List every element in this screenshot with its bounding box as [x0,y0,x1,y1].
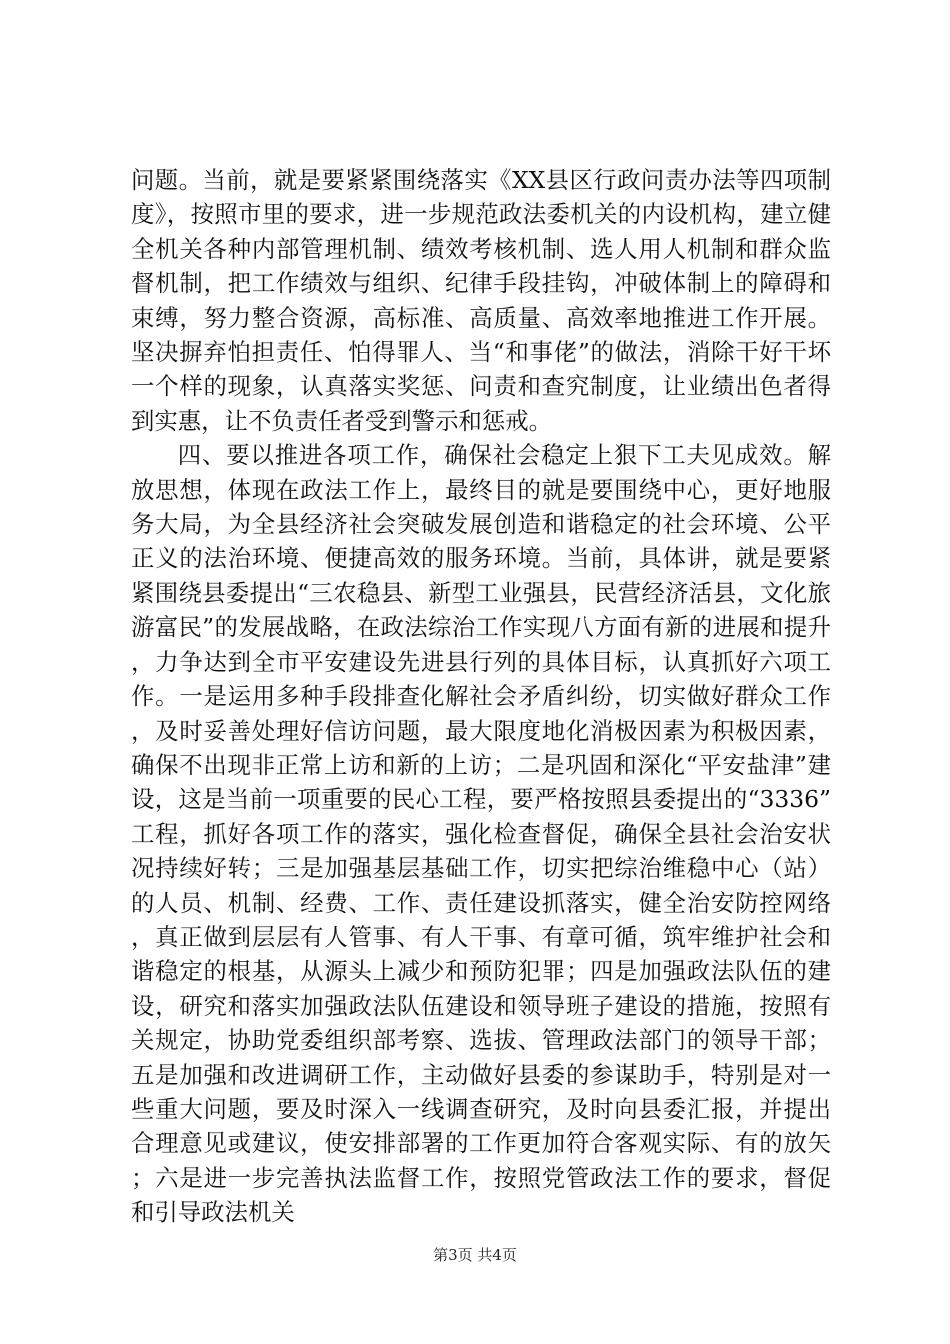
paragraph-section-four: 四、要以推进各项工作，确保社会稳定上狠下工夫见成效。解放思想，体现在政法工作上，最终目的就是要围绕中心，更好地服务大局，为全县经济社会突破发展创造和谐稳定的社会环境、公平正义的法治环境、便捷高效的服务环境。当前，具体讲，就是要紧紧围绕县委提出“三农稳县、新型工业强县，民营经济活县，文化旅游富民”的发展战略，在政法综治工作实现八方面有新的进展和提升，力争达到全市平安建设先进县行列的具体目标，认真抓好六项工作。一是运用多种手段排查化解社会矛盾纠纷，切实做好群众工作，及时妥善处理好信访问题，最大限度地化消极因素为积极因素，确保不出现非正常上访和新的上访；二是巩固和深化“平安盐津”建设，这是当前一项重要的民心工程，要严格按照县委提出的“3336”工程，抓好各项工作的落实，强化检查督促，确保全县社会治安状况持续好转；三是加强基层基础工作，切实把综治维稳中心（站）的人员、机制、经费、工作、责任建设抓落实，健全治安防控网络，真正做到层层有人管事、有人干事、有章可循，筑牢维护社会和谐稳定的根基，从源头上减少和预防犯罪；四是加强政法队伍的建设，研究和落实加强政法队伍建设和领导班子建设的措施，按照有关规定，协助党委组织部考察、选拔、管理政法部门的领导干部；五是加强和改进调研工作，主动做好县委的参谋助手，特别是对一些重大问题，要及时深入一线调查研究，及时向县委汇报，并提出合理意见或建议，使安排部署的工作更加符合客观实际、有的放矢；六是进一步完善执法监督工作，按照党管政法工作的要求，督促和引导政法机关 [131,441,831,1227]
page-footer [0,1245,950,1265]
page-number-label: 第3页 共4页 [433,1246,517,1264]
paragraph-continued: 问题。当前，就是要紧紧围绕落实《XX县区行政问责办法等四项制度》，按照市里的要求，进一步规范政法委机关的内设机构，建立健全机关各种内部管理机制、绩效考核机制、选人用人机制和群众监督机制，把工作绩效与组织、纪律手段挂钩，冲破体制上的障碍和束缚，努力整合资源，高标准、高质量、高效率地推进工作开展。坚决摒弃怕担责任、怕得罪人、当“和事佬”的做法，消除干好干坏一个样的现象，认真落实奖惩、问责和查究制度，让业绩出色者得到实惠，让不负责任者受到警示和惩戒。 [131,166,831,435]
document-body [131,163,831,1230]
